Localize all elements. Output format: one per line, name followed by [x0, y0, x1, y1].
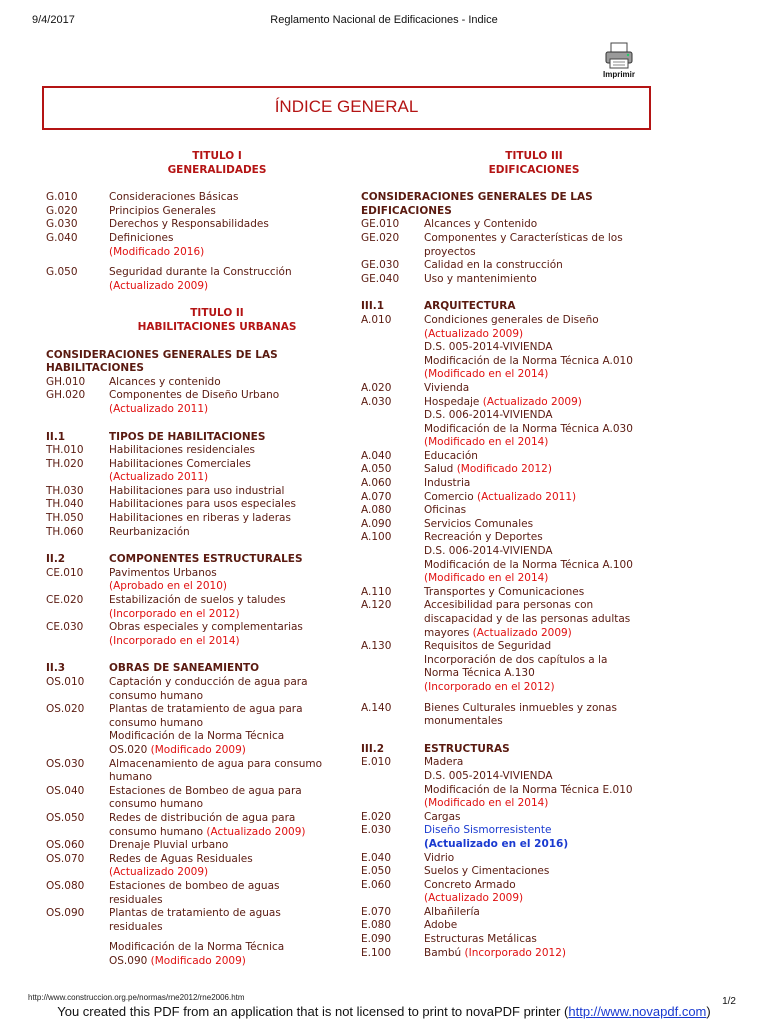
norm-e050[interactable]: E.050 Suelos y Cimentaciones [361, 865, 550, 878]
print-label: Imprimir [602, 70, 635, 79]
norm-a010[interactable]: A.010 Condiciones generales de Diseño (Actualizado 2009) D.S. 005-2014-VIVIENDA Modificación de la Norma Técnica A.010 (Modificado en el 2014) [361, 313, 633, 381]
norm-a100[interactable]: A.100 Recreación y Deportes D.S. 006-2014-VIVIENDA Modificación de la Norma Técnica A.100 (Modificado en el 2014) [361, 531, 633, 585]
norm-os040[interactable]: OS.040 Estaciones de Bombeo de agua para consumo humano [46, 784, 302, 811]
norm-a110[interactable]: A.110 Transportes y Comunicaciones [361, 585, 585, 598]
novapdf-link[interactable]: http://www.novapdf.com [568, 1004, 707, 1019]
norm-g020[interactable]: G.020 Principios Generales [46, 204, 216, 217]
norm-os020[interactable]: OS.020 Plantas de tratamiento de agua para consumo humano Modificación de la Norma Técnica OS.020 (Modificado 2009) [46, 703, 303, 756]
norm-th010[interactable]: TH.010 Habilitaciones residenciales [46, 444, 256, 457]
norm-ce010[interactable]: CE.010 Pavimentos Urbanos (Aprobado en el 2010) [46, 566, 227, 593]
norm-a130[interactable]: A.130 Requisitos de Seguridad Incorporación de dos capítulos a la Norma Técnica A.130 (Incorporado en el 2012) [361, 640, 608, 693]
section-ii2: II.2 COMPONENTES ESTRUCTURALES [46, 553, 303, 566]
titulo-ii: TITULO II HABILITACIONES URBANAS [137, 307, 297, 333]
right-column [361, 150, 657, 960]
norm-a050[interactable]: A.050 Salud (Modificado 2012) [361, 463, 552, 476]
norm-e020[interactable]: E.020 Cargas [361, 810, 461, 823]
norm-e060[interactable]: E.060 Concreto Armado (Actualizado 2009) [361, 878, 524, 905]
main-title-box [42, 86, 651, 130]
left-column [46, 150, 338, 968]
norm-os030[interactable]: OS.030 Almacenamiento de agua para consumo humano [46, 757, 323, 784]
norm-os070[interactable]: OS.070 Redes de Aguas Residuales (Actualizado 2009) [46, 852, 253, 879]
norm-e090[interactable]: E.090 Estructuras Metálicas [361, 933, 537, 946]
norm-e010[interactable]: E.010 Madera D.S. 005-2014-VIVIENDA Modificación de la Norma Técnica E.010 (Modificado en el 2014) [361, 756, 633, 810]
norm-th020[interactable]: TH.020 Habilitaciones Comerciales (Actualizado 2011) [46, 457, 251, 484]
norm-g010[interactable]: G.010 Consideraciones Básicas [46, 191, 239, 204]
norm-os010[interactable]: OS.010 Captación y conducción de agua para consumo humano [46, 676, 308, 702]
page-number: 1/2 [722, 996, 736, 1007]
norm-e080[interactable]: E.080 Adobe [361, 919, 458, 932]
norm-os090[interactable]: OS.090 Plantas de tratamiento de aguas residuales [46, 907, 281, 933]
norm-e070[interactable]: E.070 Albañilería [361, 905, 480, 918]
norm-a060[interactable]: A.060 Industria [361, 477, 471, 490]
norm-os080[interactable]: OS.080 Estaciones de bombeo de aguas residuales [46, 879, 280, 906]
norm-a080[interactable]: A.080 Oficinas [361, 504, 467, 517]
norm-e100[interactable]: E.100 Bambú (Incorporado 2012) [361, 946, 566, 959]
section-consideraciones-habilitaciones: CONSIDERACIONES GENERALES DE LAS HABILITACIONES [46, 348, 278, 375]
section-ii3: II.3 OBRAS DE SANEAMIENTO [46, 662, 260, 675]
section-iii1: III.1 ARQUITECTURA [361, 300, 516, 313]
norm-th050[interactable]: TH.050 Habilitaciones en riberas y laderas [46, 512, 291, 525]
norm-ge030[interactable]: GE.030 Calidad en la construcción [361, 259, 563, 272]
norm-g030[interactable]: G.030 Derechos y Responsabilidades [46, 218, 269, 231]
norm-ge040[interactable]: GE.040 Uso y mantenimiento [361, 272, 537, 285]
norm-a020[interactable]: A.020 Vivienda [361, 381, 470, 394]
main-title: ÍNDICE GENERAL [274, 97, 419, 116]
print-date: 9/4/2017 [32, 14, 75, 26]
norm-g050[interactable]: G.050 Seguridad durante la Construcción (Actualizado 2009) [46, 266, 292, 292]
norm-a120[interactable]: A.120 Accesibilidad para personas con discapacidad y de las personas adultas mayores (Actualizado 2009) [361, 599, 631, 639]
norm-a090[interactable]: A.090 Servicios Comunales [361, 517, 534, 530]
norm-g040[interactable]: G.040 Definiciones (Modificado 2016) [46, 231, 205, 258]
page-header-title: Reglamento Nacional de Edificaciones - Indice [270, 14, 498, 26]
norm-a070[interactable]: A.070 Comercio (Actualizado 2011) [361, 490, 577, 503]
norm-ce020[interactable]: CE.020 Estabilización de suelos y taludes (Incorporado en el 2012) [46, 594, 286, 620]
norm-os090-modificacion[interactable]: Modificación de la Norma Técnica OS.090 (Modificado 2009) [109, 941, 285, 967]
norm-os050[interactable]: OS.050 Redes de distribución de agua para consumo humano (Actualizado 2009) [46, 811, 306, 838]
footer-url: http://www.construccion.org.pe/normas/rne2012/rne2006.htm [28, 993, 245, 1002]
norm-th060[interactable]: TH.060 Reurbanización [46, 525, 190, 538]
novapdf-notice: You created this PDF from an application that is not licensed to print to novaPDF printer (http://www.novapdf.com) [57, 1004, 711, 1019]
norm-ge020[interactable]: GE.020 Componentes y Características de los proyectos [361, 231, 623, 258]
section-ii1: II.1 TIPOS DE HABILITACIONES [46, 430, 266, 443]
norm-e040[interactable]: E.040 Vidrio [361, 851, 455, 864]
norm-gh010[interactable]: GH.010 Alcances y contenido [46, 375, 221, 388]
norm-a040[interactable]: A.040 Educación [361, 449, 478, 462]
norm-ce030[interactable]: CE.030 Obras especiales y complementarias (Incorporado en el 2014) [46, 621, 303, 647]
norm-e030[interactable]: E.030 Diseño Sismorresistente (Actualizado en el 2016) [361, 824, 569, 850]
section-consideraciones-edificaciones: CONSIDERACIONES GENERALES DE LAS EDIFICACIONES [361, 191, 593, 217]
norm-a030[interactable]: A.030 Hospedaje (Actualizado 2009) D.S. 006-2014-VIVIENDA Modificación de la Norma Técnica A.030 (Modificado en el 2014) [361, 395, 633, 449]
titulo-i: TITULO I GENERALIDADES [167, 150, 267, 176]
titulo-iii: TITULO III EDIFICACIONES [488, 150, 580, 176]
norm-os060[interactable]: OS.060 Drenaje Pluvial urbano [46, 839, 229, 852]
printer-icon [604, 42, 634, 70]
norm-ge010[interactable]: GE.010 Alcances y Contenido [361, 218, 538, 231]
norm-th040[interactable]: TH.040 Habilitaciones para usos especiales [46, 498, 296, 511]
e030-link[interactable]: Diseño Sismorresistente [424, 824, 552, 837]
norm-a140[interactable]: A.140 Bienes Culturales inmuebles y zonas monumentales [361, 701, 617, 728]
norm-gh020[interactable]: GH.020 Componentes de Diseño Urbano (Actualizado 2011) [46, 389, 280, 415]
norm-th030[interactable]: TH.030 Habilitaciones para uso industrial [46, 484, 285, 497]
section-iii2: III.2 ESTRUCTURAS [361, 742, 510, 755]
print-button[interactable] [598, 42, 640, 79]
